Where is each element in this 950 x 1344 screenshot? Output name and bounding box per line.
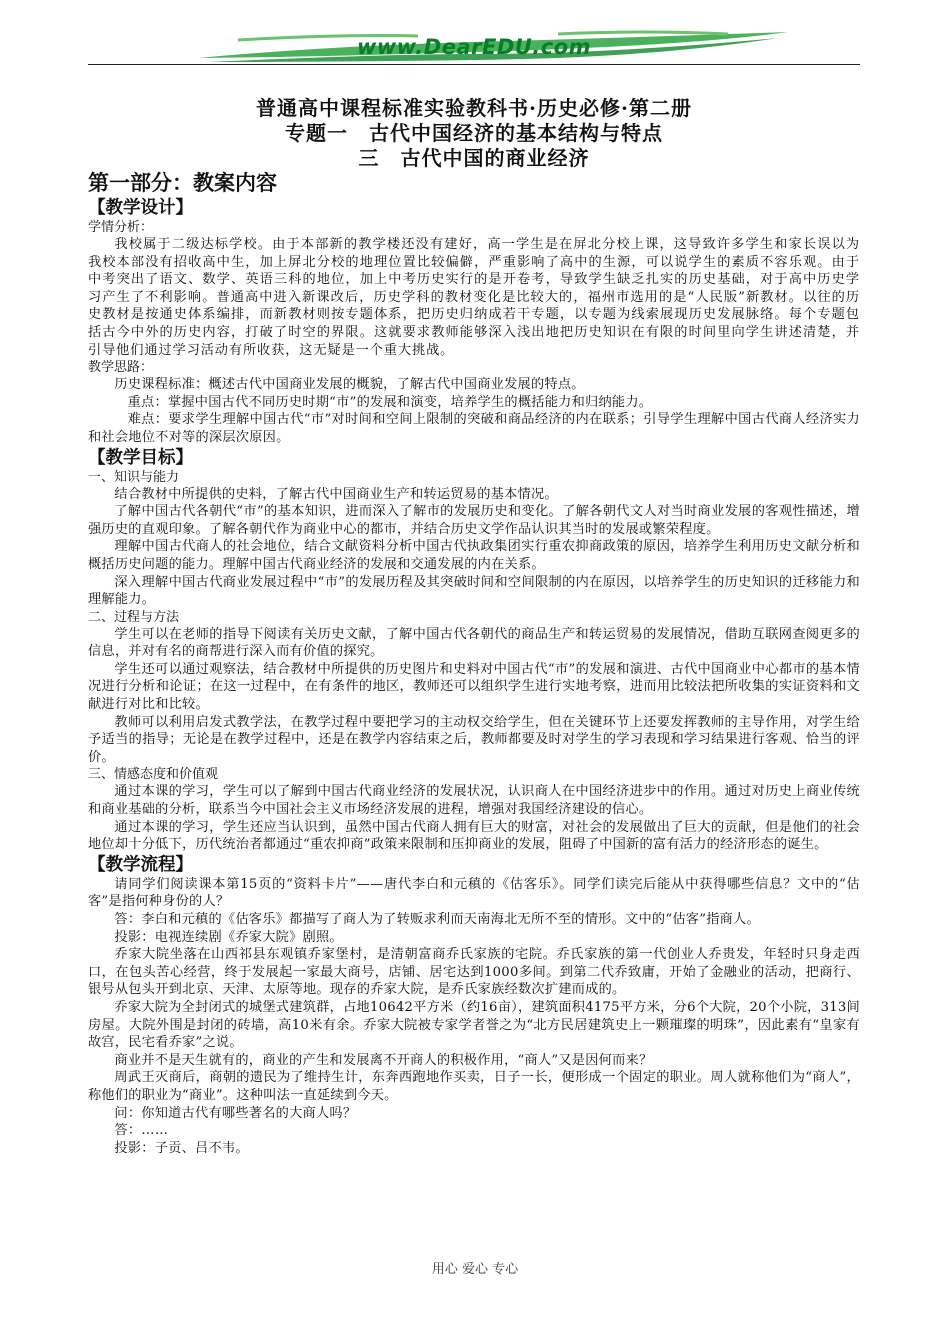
subheading-situation: 学情分析：	[88, 220, 154, 235]
paragraph-difficulty: 难点：要求学生理解中国古代“市”对时间和空间上限制的突破和商品经济的内在联系；引导学生理解中国古代商人经济实力和社会地位不对等的深层次原因。	[88, 412, 860, 445]
paragraph-flow-7: 周武王灭商后，商朝的遗民为了维持生计，东奔西跑地作买卖，日子一长，便形成一个固定的职业。周人就称他们为“商人”，称他们的职业为“商业”。这种叫法一直延续到今天。	[88, 1070, 860, 1103]
subheading-thinking: 教学思路：	[88, 360, 154, 376]
site-banner	[88, 28, 860, 68]
paragraph-flow-3: 投影：电视连续剧《乔家大院》剧照。	[114, 929, 343, 945]
part-heading: 第一部分：教案内容	[88, 171, 277, 195]
subheading-process: 二、过程与方法	[88, 609, 180, 625]
lesson-title: 三 古代中国的商业经济	[358, 146, 590, 170]
paragraph-values-1: 通过本课的学习，学生可以了解到中国古代商业经济的发展状况，认识商人在中国经济进步中的作用。通过对历史上商业传统和商业基础的分析，联系当今中国社会主义市场经济发展的进程，增强对我国经济建设的信心。	[88, 784, 860, 818]
paragraph-process-3: 教师可以利用启发式教学法，在教学过程中要把学习的主动权交给学生，但在关键环节上还要发挥教师的主导作用，对学生给予适当的指导；无论是在教学过程中，还是在教学内容结束之后，教师都要及时对学生的学习表现和学习结果进行客观、恰当的评价。	[88, 714, 860, 765]
paragraph-standard: 历史课程标准：概述古代中国商业发展的概貌，了解古代中国商业发展的特点。	[114, 377, 585, 393]
paragraph-flow-5: 乔家大院为全封闭式的城堡式建筑群，占地10642平方米（约16亩），建筑面积4175平方米，分6个大院，20个小院，313间房屋。大院外围是封闭的砖墙，高10米有余。乔家大院被专家学者誉之为“北方民居建筑史上一颗璀璨的明珠”，因此素有“皇家有故宫，民宅看乔家”之说。	[88, 999, 860, 1051]
book-title: 普通高中课程标准实验教科书·历史必修·第二册	[256, 96, 692, 120]
section-heading-design: 【教学设计】	[88, 198, 193, 218]
paragraph-knowledge-1: 结合教材中所提供的史料，了解古代中国商业生产和转运贸易的基本情况。	[114, 486, 558, 502]
paragraph-key: 重点：掌握中国古代不同历史时期“市”的发展和演变，培养学生的概括能力和归纳能力。	[127, 394, 653, 410]
paragraph-process-2: 学生还可以通过观察法，结合教材中所提供的历史图片和史料对中国古代“市”的发展和演进、古代中国商业中心都市的基本情况进行分析和论证；在这一过程中，在有条件的地区，教师还可以组织学生进行实地考察，进而用比较法把所收集的实证资料和文献进行对比和比较。	[88, 661, 860, 713]
paragraph-flow-6: 商业并不是天生就有的，商业的产生和发展离不开商人的积极作用，“商人”又是因何而来？	[114, 1052, 653, 1068]
paragraph-knowledge-4: 深入理解中国古代商业发展过程中“市”的发展历程及其突破时间和空间限制的内在原因，以培养学生的历史知识的迁移能力和理解能力。	[88, 574, 860, 608]
header-divider	[88, 64, 860, 65]
subheading-knowledge: 一、知识与能力	[88, 469, 180, 485]
site-url: www.DearEDU.com	[356, 35, 592, 59]
paragraph-knowledge-2: 了解中国古代各朝代“市”的基本知识，进而深入了解市的发展历史和变化。了解各朝代文人对当时商业发展的客观性描述，增强历史的直观印象。了解各朝代作为商业中心的都市，并结合历史文学作品认识其当时的发展或繁荣程度。	[88, 504, 860, 537]
section-heading-goals: 【教学目标】	[88, 447, 193, 468]
subheading-values: 三、情感态度和价值观	[88, 767, 219, 783]
page-footer: 用心 爱心 专心	[431, 1262, 519, 1277]
paragraph-process-1: 学生可以在老师的指导下阅读有关历史文献，了解中国古代各朝代的商品生产和转运贸易的发展情况，借助互联网查阅更多的信息，并对有名的商帮进行深入而有价值的探究。	[88, 626, 860, 660]
topic-title: 专题一 古代中国经济的基本结构与特点	[285, 121, 663, 145]
paragraph-flow-1: 请同学们阅读课本第15页的“资料卡片”——唐代李白和元稹的《估客乐》。同学们读完后能从中获得哪些信息？文中的“估客”是指何种身份的人？	[88, 876, 860, 910]
paragraph-situation: 我校属于二级达标学校。由于本部新的教学楼还没有建好，高一学生是在屏北分校上课，这导致许多学生和家长误以为我校本部没有招收高中生，加上屏北分校的地理位置比较偏僻，严重影响了高中的生源，可以说学生的素质不容乐观。由于中考突出了语文、数学、英语三科的地位，加上中考历史实行的是开卷考，导致学生缺乏扎实的历史基础，对于高中历史学习产生了不利影响。普通高中进入新课改后，历史学科的教材变化是比较大的，福州市选用的是“人民版”新教材。以往的历史教材是按通史体系编排，而新教材则按专题体系，把历史归纳成若干专题，以专题为线索展现历史发展脉络。每个专题包括古今中外的历史内容，打破了时空的界限。这就要求教师能够深入浅出地把历史知识在有限的时间里向学生讲述清楚，并引导他们通过学习活动有所收获，这无疑是一个重大挑战。	[88, 237, 860, 358]
lesson-content	[88, 168, 860, 1157]
paragraph-flow-4: 乔家大院坐落在山西祁县东观镇乔家堡村，是清朝富商乔氏家族的宅院。乔氏家族的第一代创业人乔贵发，年轻时只身走西口，在包头苦心经营，终于发展起一家最大商号，店铺、居宅达到1000多间。到第二代乔致庸，开始了金融业的活动，把商行、银号从包头开到北京、天津、太原等地。现存的乔家大院，是乔氏家族经数次扩建而成的。	[88, 947, 860, 998]
paragraph-flow-10: 投影：子贡、吕不韦。	[114, 1140, 249, 1156]
paragraph-flow-2: 答：李白和元稹的《估客乐》都描写了商人为了转贩求利而天南海北无所不至的情形。文中的“估客”指商人。	[114, 912, 760, 927]
paragraph-knowledge-3: 理解中国古代商人的社会地位，结合文献资料分析中国古代执政集团实行重农抑商政策的原因，培养学生利用历史文献分析和概括历史问题的能力。理解中国古代商业经济的发展和交通发展的内在关系。	[88, 539, 860, 572]
paragraph-flow-8: 问：你知道古代有哪些著名的大商人吗？	[114, 1105, 357, 1121]
paragraph-values-2: 通过本课的学习，学生还应当认识到，虽然中国古代商人拥有巨大的财富，对社会的发展做出了巨大的贡献，但是他们的社会地位却十分低下，历代统治者都通过“重农抑商”政策来限制和压抑商业的发展，阻碍了中国新的富有活力的经济形态的诞生。	[88, 819, 860, 853]
section-heading-flow: 【教学流程】	[88, 854, 193, 875]
paragraph-flow-9: 答：……	[114, 1123, 169, 1139]
